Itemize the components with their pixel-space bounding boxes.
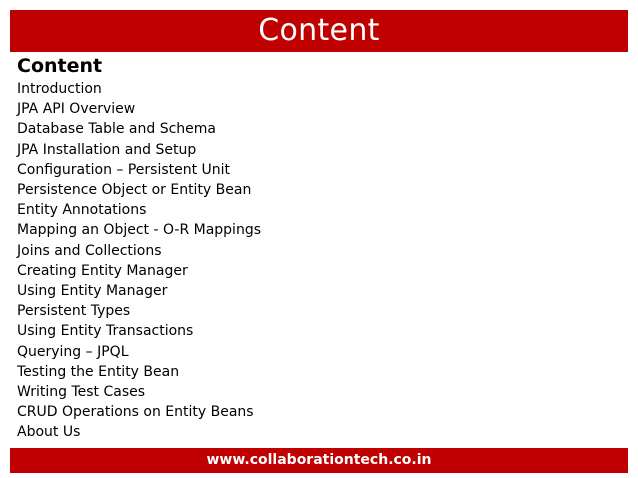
list-item: JPA Installation and Setup [17, 141, 197, 158]
list-item: Persistent Types [17, 303, 131, 320]
list-item: Mapping an Object - O-R Mappings [17, 222, 261, 239]
list-item: Database Table and Schema [17, 121, 216, 138]
list-item: Persistence Object or Entity Bean [17, 182, 252, 199]
list-item: CRUD Operations on Entity Beans [17, 404, 254, 421]
list-item: Using Entity Transactions [17, 323, 194, 340]
section-heading: Content [17, 55, 103, 77]
footer-url: www.collaborationtech.co.in [206, 452, 432, 468]
content-area [17, 55, 617, 443]
list-item: JPA API Overview [17, 101, 136, 118]
list-item: Querying – JPQL [17, 343, 129, 360]
list-item: Joins and Collections [17, 242, 162, 259]
footer-banner [10, 448, 628, 473]
list-item: Using Entity Manager [17, 283, 168, 300]
list-item: Writing Test Cases [17, 384, 146, 401]
list-item: Configuration – Persistent Unit [17, 161, 231, 178]
content-list [17, 79, 617, 443]
list-item: Introduction [17, 81, 102, 97]
list-item: About Us [17, 424, 81, 441]
title-banner [10, 10, 628, 52]
list-item: Entity Annotations [17, 202, 147, 219]
list-item: Testing the Entity Bean [17, 363, 180, 380]
list-item: Creating Entity Manager [17, 262, 188, 279]
slide-title: Content [258, 13, 380, 48]
